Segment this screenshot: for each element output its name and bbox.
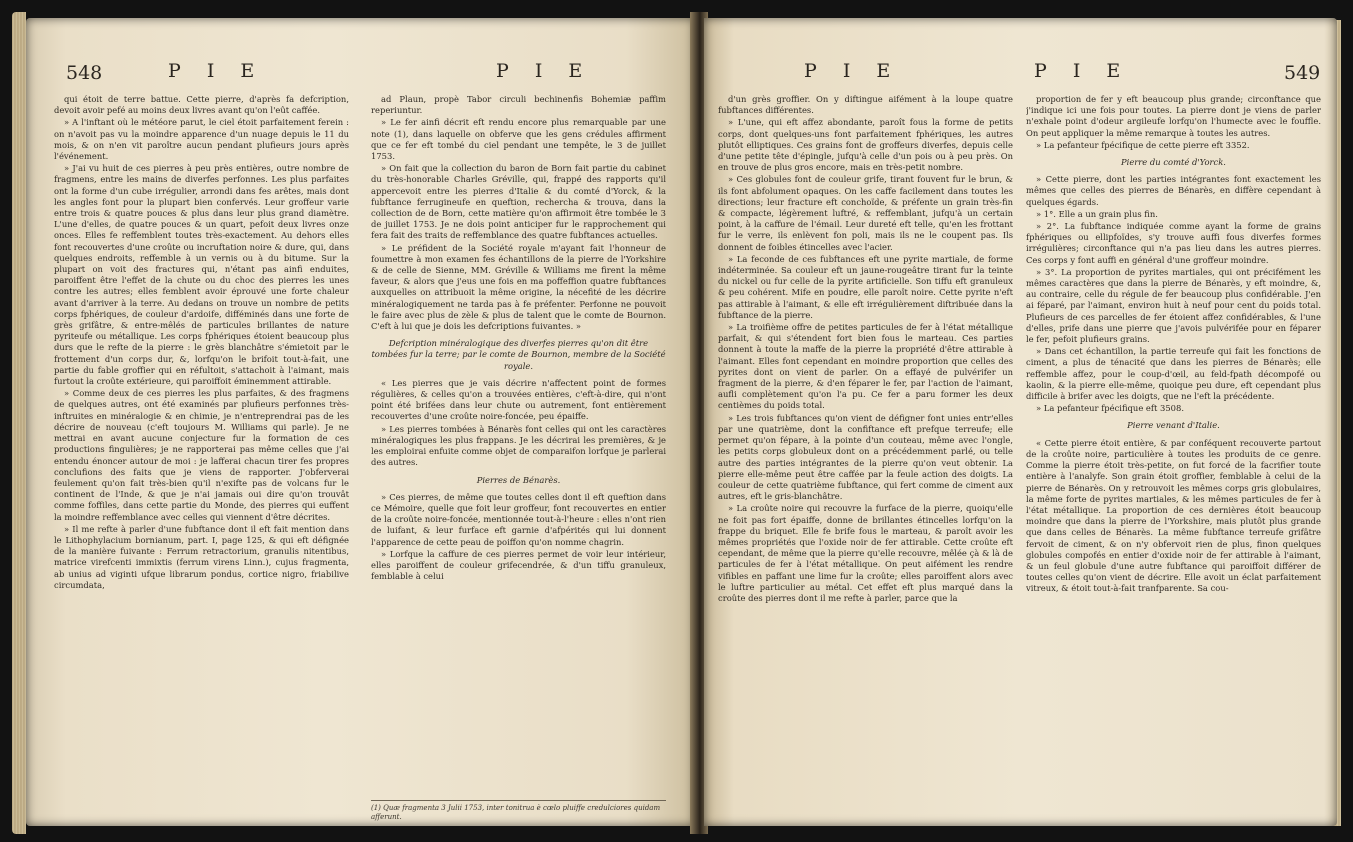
left-column-1 <box>54 94 349 819</box>
paragraph: » L'une, qui eft affez abondante, paroît fous la forme de petits corps, dont quelques-uns font parfaitement fphériques, les autres plutôt elliptiques. Ces grains font de groffeurs diverfes, depuis celle d'une petite tête d'épingle, jufqu'à celle d'un pois ou à peu près. On en trouve de plus gros encore, mais en très-petit nombre. <box>718 117 1013 173</box>
paragraph: ad Plaun, propè Tabor circuli bechinenfis Bohemiæ paffim reperiuntur. <box>371 94 666 116</box>
left-page <box>26 18 694 826</box>
open-book <box>12 12 1341 834</box>
paragraph: » Ces globules font de couleur grife, tirant fouvent fur le brun, & ils font abfolument opaques. On les caffe facilement dans toutes les directions; leur fracture eft conchoïde, & préfente un grain très-fin & compacte, légèrement luftré, & reffemblant, jufqu'à un certain point, à la caffure de l'émail. Leur dureté eft telle, qu'en les frottant fur le verre, ils enlèvent fon poli, mais ils ne le coupent pas. Ils donnent de foibles étincelles avec l'acier. <box>718 174 1013 252</box>
page-number-right: 549 <box>1284 62 1321 84</box>
paragraph: » Les pierres tombées à Bénarès font celles qui ont les caractères minéralogiques les plus frappans. Je les décrirai les premières, & je les emploirai enfuite comme objet de comparaifon lorfque je parlerai des autres. <box>371 423 666 468</box>
paragraph: Pierre du comté d'Yorck. <box>1121 157 1226 168</box>
paragraph: Pierres de Bénarès. <box>476 474 561 485</box>
paragraph: » La feconde de ces fubftances eft une pyrite martiale, de forme indéterminée. Sa couleur eft un jaune-rougeâtre tirant fur la teinte du nickel ou fur celle de la pyrite artificielle. Son tiffu eft granuleux & peu cohérent. Mife en poudre, elle paroît noire. Cette pyrite n'eft pas attirable à l'aimant, & elle eft irrégulièrement diftribuée dans la fubftance de la pierre. <box>718 253 1013 320</box>
paragraph: » On fait que la collection du baron de Born fait partie du cabinet du très-honorable Charles Gréville, qui, frappé des rapports qu'il appercevoit entre les pierres d'Italie & du comté d'Yorck, & la fubftance ferrugineufe en queftion, rechercha & trouva, dans la collection de de Born, cette matière qu'on affirmoit être tombée le 3 de juillet 1753. Je ne dois point anticiper fur le rapprochement qui fera fait des traits de reffemblance des quatre fubftances actuelles. <box>371 163 666 241</box>
paragraph: » 3°. La proportion de pyrites martiales, qui ont précifément les mêmes caractères que dans la pierre de Bénarès, y eft moindre, &, au contraire, celle du régule de fer beaucoup plus confidérable. J'en ai féparé, par l'aimant, environ huit à neuf pour cent du poids total. Plufieurs de ces parcelles de fer étoient affez confidérables, & l'une d'elles, prife dans une pierre que j'avois pulvérifée pour en féparer le fer, pefoit plufieurs grains. <box>1026 266 1321 345</box>
right-column-2 <box>1026 94 1321 819</box>
paragraph: » La pefanteur fpécifique eft 3508. <box>1036 403 1184 414</box>
paragraph: » 2°. La fubftance indiquée comme ayant la forme de grains fphériques ou ellipfoïdes, s'y trouve auffi fous diverfes formes irrégulières; circonftance qui n'a pas lieu dans les autres pierres. Ces corps y font auffi en général d'une groffeur moindre. <box>1026 221 1321 265</box>
running-head-left-2: P I E <box>496 60 593 82</box>
paragraph: proportion de fer y eft beaucoup plus grande; circonftance que j'indique ici une fois pour toutes. La pierre dont je viens de parler n'exhale point d'odeur argileufe lorfqu'on l'humecte avec le fouffle. On peut appliquer la même remarque à toutes les autres. <box>1026 94 1321 138</box>
paragraph: qui étoit de terre battue. Cette pierre, d'après fa defcription, devoit avoir pefé au moins deux livres avant qu'on l'eût caffée. <box>54 94 349 116</box>
paragraph: d'un grès groffier. On y diftingue aifément à la loupe quatre fubftances différentes. <box>718 94 1013 116</box>
page-number-left: 548 <box>66 62 103 84</box>
paragraph: » Il me refte à parler d'une fubftance dont il eft fait mention dans le Lithophylacium bornianum, part. I, page 125, & qui eft défignée de la manière fuivante : Ferrum retractorium, granulis nitentibus, matrice virefcenti immixtis (ferrum virens Linn.), cujus fragmenta, ab unius ad viginti ufque librarum pondus, cortice nigro, friabilive circumdata, <box>54 523 349 590</box>
paragraph: » J'ai vu huit de ces pierres à peu près entières, outre nombre de fragmens, entre les mains de diverfes perfonnes. Les plus parfaites ont la forme d'un cube irrégulier, arrondi dans fes arêtes, mais dont les angles font pour la plupart bien confervés. Leur groffeur varie entre trois & quatre pouces & plus dans leur plus grand diamètre. L'une d'elles, de quatre pouces & un quart, pefoit deux livres onze onces. Elles fe reffemblent toutes très-exactement. Au dehors elles font recouvertes d'une croûte ou incruftation noire & dure, qui, dans quelques endroits, reffemble à un vernis ou à du bitume. Sur la plupart on voit des fractures qui, n'étant pas ainfi enduites, paroiffent être l'effet de la chute ou du choc des pierres les unes contre les autres; elles femblent avoir éprouvé une forte chaleur avant d'arriver à la terre. Au dedans on trouve un nombre de petits corps fphériques, de couleur d'ardoife, difféminés dans une forte de grès grifâtre, & entre-mêlés de particules brillantes de nature pyriteufe ou métallique. Les corps fphériques étoient beaucoup plus durs que le refte de la pierre : le grès blanchâtre s'émietoit par le frottement d'un corps dur, &, lorfqu'on le brifoit tout-à-fait, une partie du fable groffier qui en réfultoit, s'attachoit à l'aimant, mais furtout la croûte extérieure, qui paroiffoit éminemment attirable. <box>54 163 349 387</box>
paragraph: Defcription minéralogique des diverfes pierres qu'on dit être tombées fur la terre; par le comte de Bournon, membre de la Société royale. <box>371 338 666 371</box>
footnote: (1) Quæ fragmenta 3 Julii 1753, inter tonitrua è cœlo pluiffe credulciores quidam afferunt. <box>371 800 666 822</box>
paragraph: » Comme deux de ces pierres les plus parfaites, & des fragmens de quelques autres, ont été examinés par plufieurs perfonnes très-inftruites en minéralogie & en chimie, je n'entreprendrai pas de les décrire de nouveau (c'eft toujours M. Williams qui parle). Je ne mettrai en avant aucune conjecture fur la formation de ces productions fingulières; je ne rapporterai pas même celles que j'ai entendu énoncer autour de moi : je lafferai chacun tirer fes propres conclufions des faits que je viens de rapporter. J'obferverai feulement qu'on fait très-bien qu'il n'exifte pas de volcans fur le continent de l'Inde, & que je n'ai jamais oui dire qu'on trouvât comme foffiles, dans cette partie du Monde, des pierres qui euffent la moindre reffemblance avec celles qui viennent d'être décrites. <box>54 388 349 522</box>
paragraph: » La troifième offre de petites particules de fer à l'état métallique parfait, & qui s'étendent fort bien fous le marteau. Ces parties donnent à toute la maffe de la pierre la propriété d'être attirable à l'aimant. Elles font cependant en moindre proportion que celles des pyrites dont on vient de parler. On a effayé de pulvérifer un fragment de la pierre, & d'en féparer le fer, par l'action de l'aimant, aufli complètement qu'on l'a pu. Ce fer a paru former les deux centièmes du poids total. <box>718 322 1013 411</box>
right-page <box>704 18 1337 826</box>
running-head-right-2: P I E <box>1034 60 1131 82</box>
paragraph: » Ces pierres, de même que toutes celles dont il eft queftion dans ce Mémoire, quelle que foit leur groffeur, font recouvertes en entier de la croûte noire-foncée, mentionnée tout-à-l'heure : elles n'ont rien de luifant, & leur furface eft garnie d'afpérités qui lui donnent l'apparence de cette peau de poiffon qu'on nomme chagrin. <box>371 491 666 547</box>
left-column-2 <box>371 94 666 774</box>
running-head-left-1: P I E <box>168 60 265 82</box>
paragraph: » Le préfident de la Société royale m'ayant fait l'honneur de foumettre à mon examen fes échantillons de la pierre de l'Yorkshire & de celle de Sienne, MM. Gréville & Williams me firent la même faveur, & alors que j'eus une fois en ma poffeffion quatre fubftances auxquelles on attribuoit la même origine, la nécefité de les décrire minéralogiquement ne tarda pas à fe préfenter. Perfonne ne pouvoit le faire avec plus de zèle & plus de talent que le comte de Bournon. C'eft à lui que je dois les defcriptions fuivantes. » <box>371 242 666 332</box>
paragraph: » Cette pierre, dont les parties intégrantes font exactement les mêmes que celles des pierres de Bénarès, en diffère cependant à quelques égards. <box>1026 174 1321 207</box>
paragraph: » La croûte noire qui recouvre la furface de la pierre, quoiqu'elle ne foit pas fort épaiffe, donne de brillantes étincelles lorfqu'on la frappe du briquet. Elle fe brife fous le marteau, & paroît avoir les mêmes propriétés que l'oxide noir de fer attirable. Cette croûte eft cependant, de même que la pierre qu'elle recouvre, mêlée çà & là de particules de fer à l'état métallique. On peut aifément les rendre vifibles en paffant une lime fur la croûte; elles paroiffent alors avec le luftre particulier au métal. Cet effet eft plus marqué dans la croûte des pierres dont il me refte à parler, parce que la <box>718 503 1013 603</box>
paragraph: » Lorfque la caffure de ces pierres permet de voir leur intérieur, elles paroiffent de couleur grifecendrée, & d'un tiffu granuleux, femblable à celui <box>371 548 666 582</box>
paragraph: » La pefanteur fpécifique de cette pierre eft 3352. <box>1036 139 1250 150</box>
paragraph: » 1°. Elle a un grain plus fin. <box>1036 208 1158 219</box>
page-stack-left <box>12 12 26 834</box>
paragraph: « Les pierres que je vais décrire n'affectent point de formes régulières, & celles qu'on a trouvées entières, c'eft-à-dire, qui n'ont point été brifées dans leur chute ou autrement, font entièrement recouvertes d'une croûte noire-foncée, peu épaiffe. <box>371 377 666 422</box>
running-head-right-1: P I E <box>804 60 901 82</box>
paragraph: » A l'inftant où le météore parut, le ciel étoit parfaitement ferein : on n'avoit pas vu la moindre apparence d'un nuage depuis le 11 du mois, & on n'en vit paroître aucun pendant plufieurs jours après l'événement. <box>54 117 349 162</box>
paragraph: » Le fer ainfi décrit eft rendu encore plus remarquable par une note (1), dans laquelle on obferve que les gens crédules affirment que ce fer eft tombé du ciel pendant une tempête, le 3 de juillet 1753. <box>371 117 666 162</box>
paragraph: » Les trois fubftances qu'on vient de défigner font unies entr'elles par une quatrième, dont la confiftance eft prefque terreufe; elle permet qu'on fépare, à la pointe d'un couteau, même avec l'ongle, les petits corps globuleux dont on a précédemment parlé, ou telle autre des parties intégrantes de la pierre qu'on veut obtenir. La pierre elle-même peut être caffée par la feule action des doigts. La couleur de cette quatrième fubftance, qui fert comme de ciment aux autres, eft le gris-blanchâtre. <box>718 412 1013 502</box>
paragraph: » Dans cet échantillon, la partie terreufe qui fait les fonctions de ciment, a plus de ténacité que dans les pierres de Bénarès; elle reffemble affez, pour le coup-d'œil, au feld-fpath décompofé ou kaolin, & la pierre elle-même, quoique peu dure, eft cependant plus difficile à brifer avec les doigts, que ne l'eft la précédente. <box>1026 346 1321 402</box>
paragraph: « Cette pierre étoit entière, & par conféquent recouverte partout de la croûte noire, particulière à toutes les produits de ce genre. Comme la pierre étoit très-petite, on fut forcé de la facrifier toute entière à l'analyfe. Son grain étoit groffier, femblable à celui de la pierre de Bénarès. On y retrouvoit les mêmes corps gris globulaires, la même forte de pyrites martiales, & les mêmes particules de fer à l'état métallique. La proportion de ces dernières étoit beaucoup moindre que dans la pierre de l'Yorkshire, mais plutôt plus grande que dans celles de Bénarès. La même fubftance terreufe grifâtre fervoit de ciment, & on n'y obfervoit rien de plus, finon quelques globules compofés en entier d'oxide noir de fer attirable à l'aimant, & un feul globule d'une autre fubftance qui paroiffoit différer de toutes celles qu'on vient de décrire. Elle avoit un éclat parfaitement vitreux, & étoit tout-à-fait tranfparente. Sa cou- <box>1026 437 1321 594</box>
right-column-1 <box>718 94 1013 819</box>
paragraph: Pierre venant d'Italie. <box>1127 420 1220 431</box>
